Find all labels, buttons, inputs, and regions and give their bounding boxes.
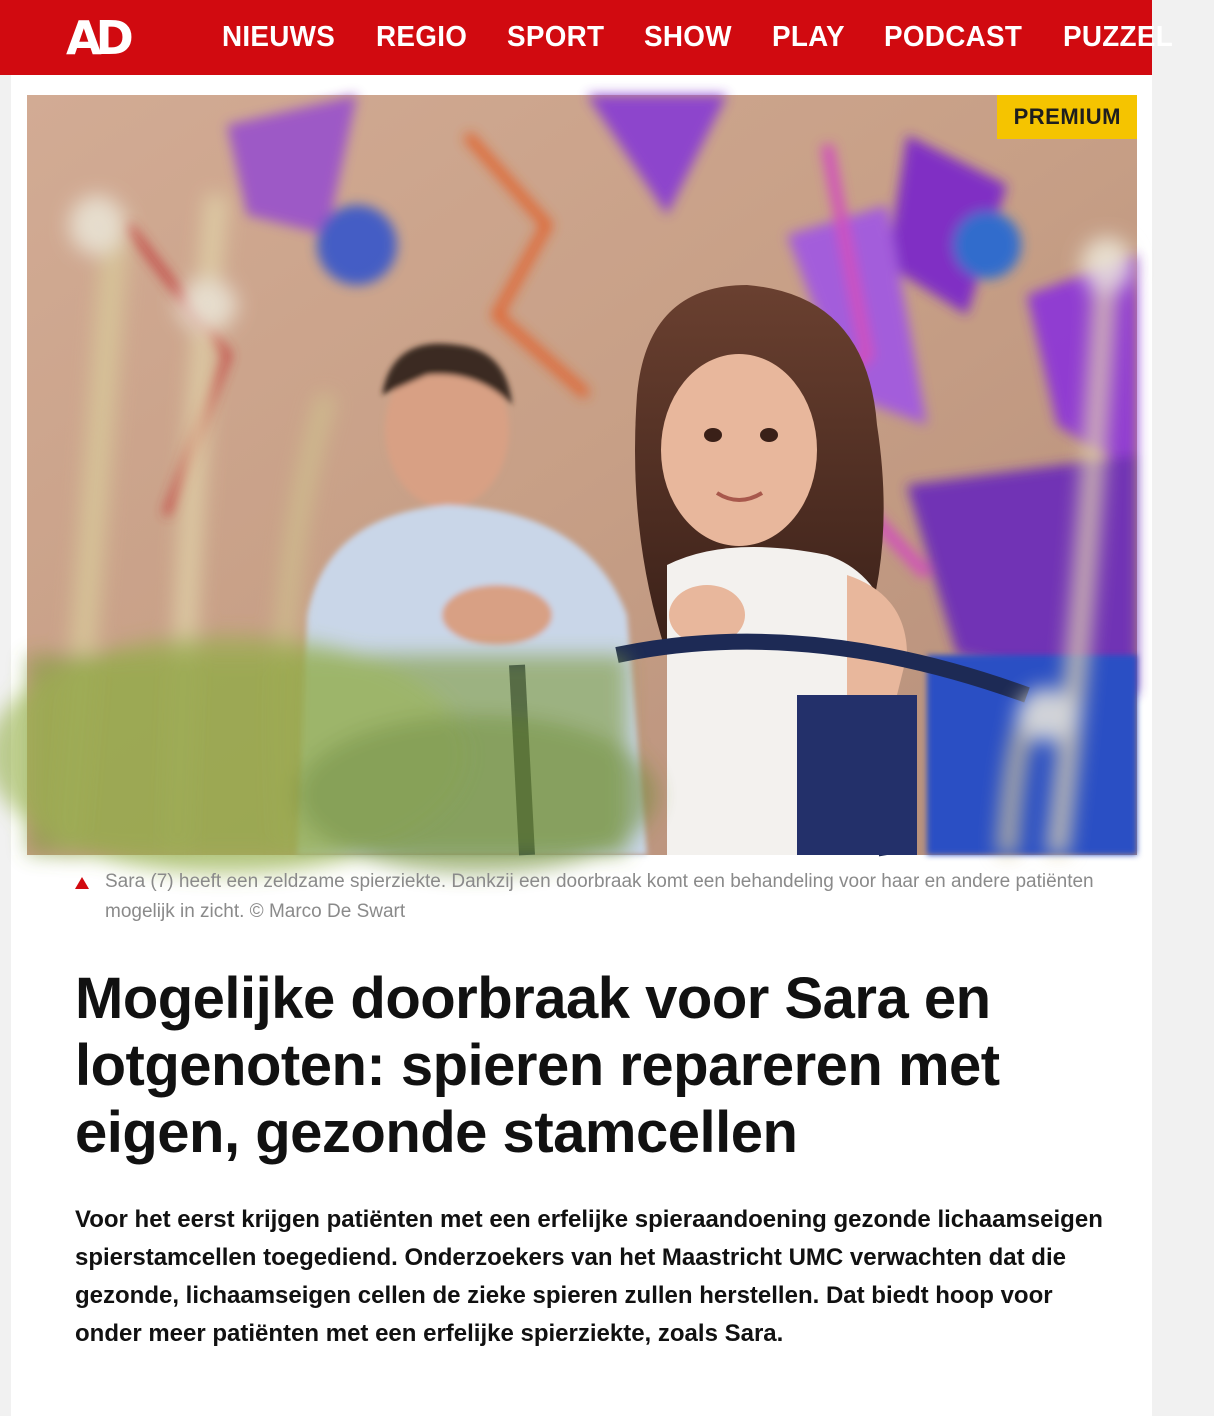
top-navigation-bar [0, 0, 1174, 75]
premium-badge: PREMIUM [997, 95, 1137, 139]
nav-item-podcast[interactable]: PODCAST [883, 21, 1022, 53]
nav-item-show[interactable]: SHOW [644, 21, 732, 53]
nav-item-regio[interactable]: REGIO [375, 21, 467, 53]
image-caption-text: Sara (7) heeft een zeldzame spierziekte. Dankzij een doorbraak komt een behandeling voor haar en andere patiënten mogelijk in zicht. © Marco De Swart [105, 871, 1094, 922]
nav-item-sport[interactable]: SPORT [506, 21, 605, 53]
nav-item-puzzel[interactable]: PUZZEL [1063, 21, 1174, 53]
article-lead: Voor het eerst krijgen patiënten met een erfelijke spieraandoening gezonde lichaamseigen spierstamcellen toegediend. Onderzoekers van het Maastricht UMC verwachten dat die gezonde, lichaamseigen cellen de zieke spieren zullen herstellen. Dat biedt hoop voor onder meer patiënten met een erfelijke spierziekte, zoals Sara. [75, 1206, 1103, 1347]
article-page [11, 75, 1152, 1416]
triangle-up-icon [75, 877, 89, 889]
ad-logo[interactable]: AD [66, 11, 128, 65]
hero-photo-illustration [27, 95, 1137, 855]
hero-image[interactable] [27, 95, 1137, 855]
article-headline: Mogelijke doorbraak voor Sara en lotgenoten: spieren repareren met eigen, gezonde stamcellen [75, 966, 1000, 1165]
image-caption [75, 867, 1145, 927]
nav-item-nieuws[interactable]: NIEUWS [222, 21, 336, 53]
nav-item-play[interactable]: PLAY [771, 21, 845, 53]
main-nav [222, 0, 1214, 75]
